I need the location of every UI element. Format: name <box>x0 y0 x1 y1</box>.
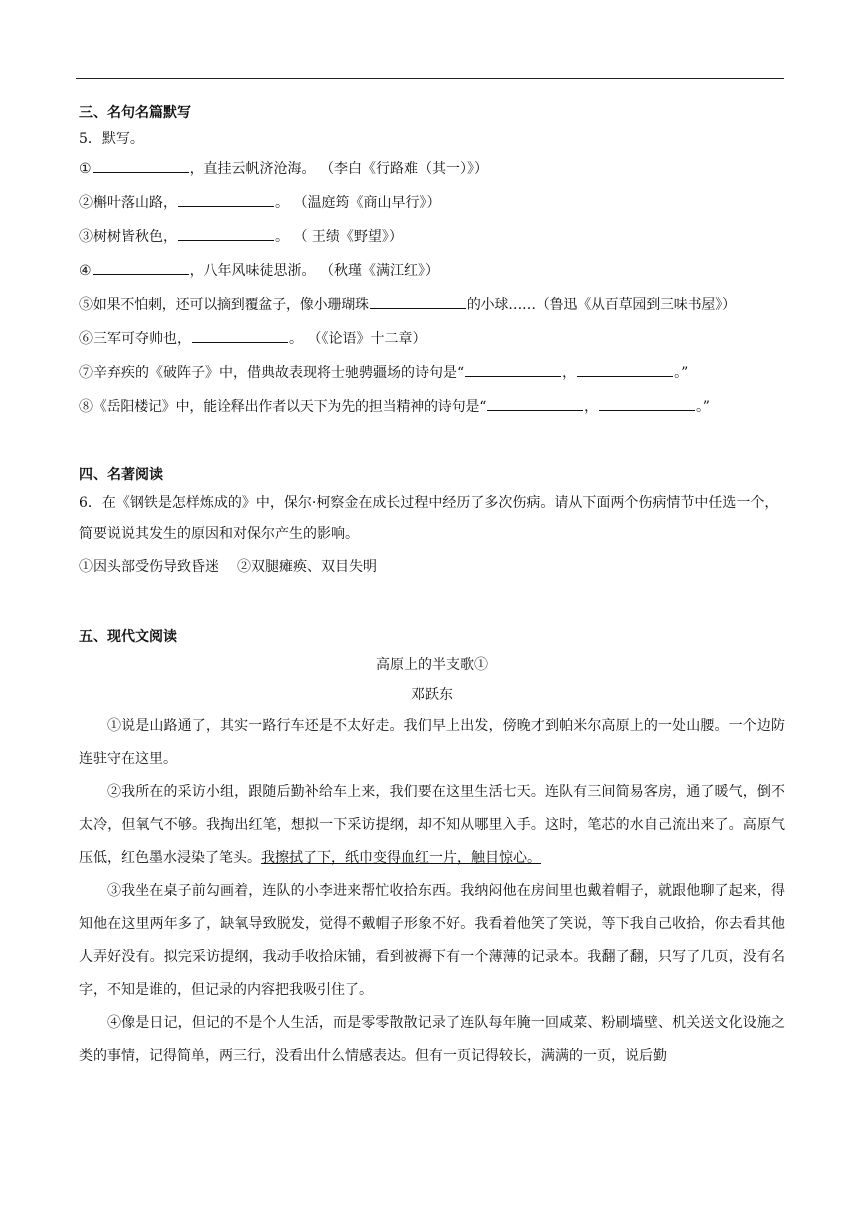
article-author: 邓跃东 <box>411 687 453 703</box>
answer-blank[interactable] <box>370 294 466 309</box>
question-6-text: 6．在《钢铁是怎样炼成的》中，保尔·柯察金在成长过程中经历了多次伤病。请从下面两个伤病情节中任选一个，简要说说其发生的原因和对保尔产生的影响。 <box>79 495 779 542</box>
fill-item-2: ②槲叶落山路， 。 （温庭筠《商山早行》） <box>79 186 785 220</box>
answer-blank[interactable] <box>599 396 695 411</box>
section-5-heading: 五、现代文阅读 <box>79 629 177 645</box>
fill-item-6: ⑥三军可夺帅也， 。 （《论语》十二章） <box>79 322 785 356</box>
underlined-sentence: 我擦拭了下，纸巾变得血红一片，触目惊心。 <box>261 850 541 866</box>
answer-blank[interactable] <box>577 362 673 377</box>
section-4-heading: 四、名著阅读 <box>79 467 163 483</box>
answer-blank[interactable] <box>93 158 189 173</box>
answer-blank[interactable] <box>192 328 288 343</box>
paragraph-1: ①说是山路通了，其实一路行车还是不太好走。我们早上出发，傍晚才到帕米尔高原上的一处山腰。一个边防连驻守在这里。 <box>79 718 785 767</box>
section-3-heading: 三、名句名篇默写 <box>79 105 191 121</box>
fill-item-7: ⑦辛弃疾的《破阵子》中，借典故表现将士驰骋疆场的诗句是“ ， 。” <box>79 356 785 390</box>
answer-blank[interactable] <box>465 362 561 377</box>
option-1: ①因头部受伤导致昏迷 <box>79 559 219 575</box>
answer-blank[interactable] <box>178 226 274 241</box>
answer-blank[interactable] <box>93 260 189 275</box>
answer-blank[interactable] <box>487 396 583 411</box>
fill-item-8: ⑧《岳阳楼记》中，能诠释出作者以天下为先的担当精神的诗句是“ ， 。” <box>79 390 785 424</box>
section-3 <box>79 100 785 424</box>
exam-page <box>79 100 785 1073</box>
fill-item-3: ③树树皆秋色， 。 （ 王绩《野望》） <box>79 220 785 254</box>
fill-item-1: ① ，直挂云帆济沧海。 （李白《行路难（其一）》） <box>79 152 785 186</box>
answer-blank[interactable] <box>178 192 274 207</box>
question-6-options <box>79 550 785 584</box>
paragraph-3: ③我坐在桌子前勾画着，连队的小李进来帮忙收拾东西。我纳闷他在房间里也戴着帽子，就跟他聊了起来，得知他在这里两年多了，缺氧导致脱发，觉得不戴帽子形象不好。我看着他笑了笑说，等下我自己收拾，你去看其他人弄好没有。拟完采访提纲，我动手收拾床铺，看到被褥下有一个薄薄的记录本。我翻了翻，只写了几页，没有名字，不知是谁的，但记录的内容把我吸引住了。 <box>79 883 785 998</box>
section-5 <box>79 624 785 1073</box>
section-4 <box>79 462 785 584</box>
paragraph-2: ②我所在的采访小组，跟随后勤补给车上来，我们要在这里生活七天。连队有三间简易客房，通了暖气，倒不太冷，但氧气不够。我掏出红笔，想拟一下采访提纲，却不知从哪里入手。这时，笔芯的水自己流出来了。高原气压低，红色墨水浸染了笔头。我擦拭了下，纸巾变得血红一片，触目惊心。 <box>79 784 785 866</box>
article-title: 高原上的半支歌① <box>376 657 488 673</box>
fill-item-4: ④ ，八年风味徒思浙。 （秋瑾《满江红》） <box>79 254 785 288</box>
option-2: ②双腿瘫痪、双目失明 <box>237 559 377 575</box>
paragraph-4: ④像是日记，但记的不是个人生活，而是零零散散记录了连队每年腌一回咸菜、粉刷墙壁、机关送文化设施之类的事情，记得简单，两三行，没看出什么情感表达。但有一页记得较长，满满的一页，说后勤 <box>79 1015 785 1064</box>
question-5-label: 5．默写。 <box>79 131 144 147</box>
header-rule <box>76 78 784 79</box>
fill-item-5: ⑤如果不怕刺，还可以摘到覆盆子，像小珊瑚珠 的小球……（鲁迅《从百草园到三味书屋》） <box>79 288 785 322</box>
